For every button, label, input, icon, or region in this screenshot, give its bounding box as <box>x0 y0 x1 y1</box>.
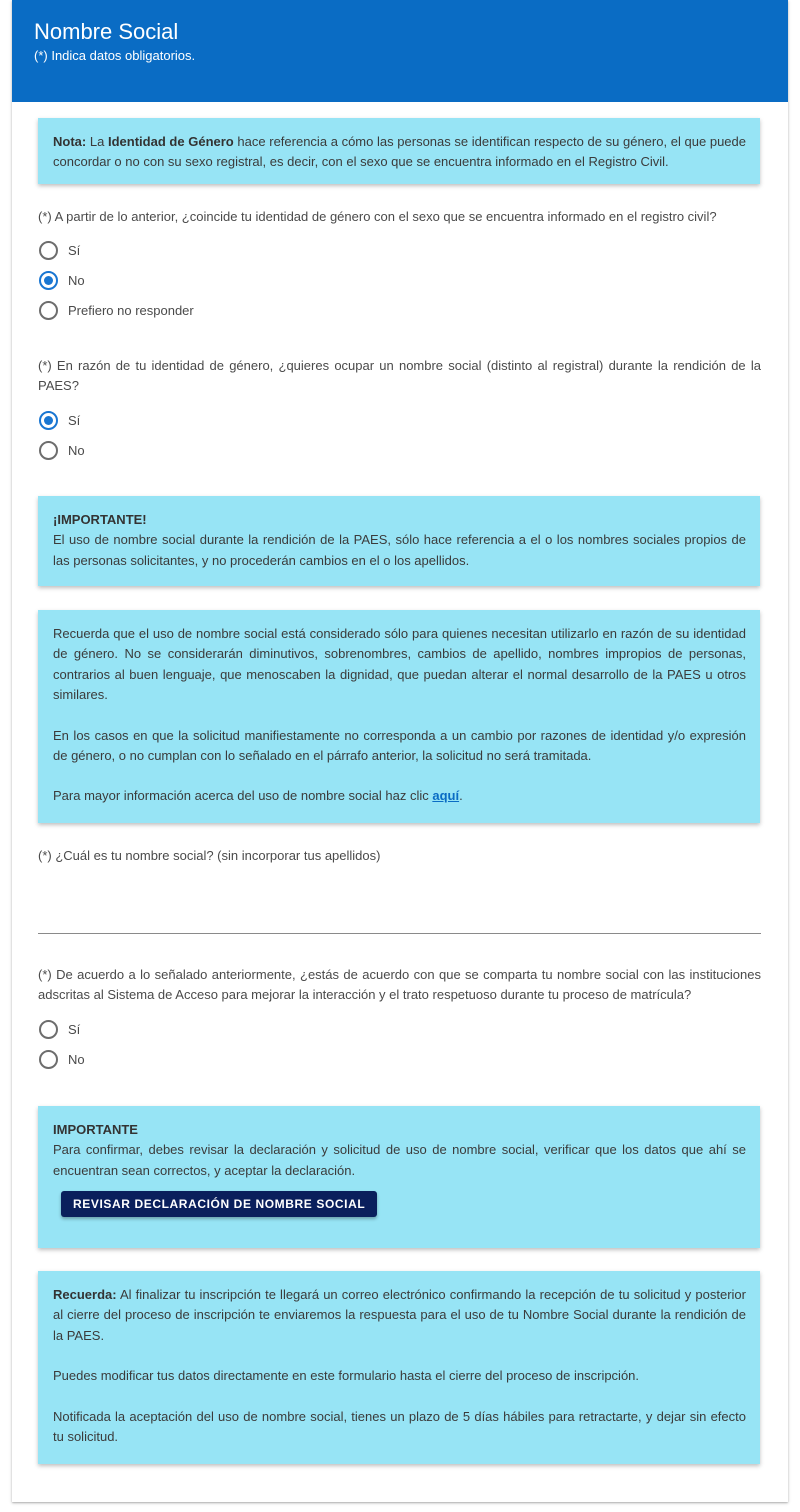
q1-option-si[interactable] <box>39 240 80 260</box>
q4-option-si[interactable] <box>39 1019 80 1039</box>
important-surnames-box <box>38 496 760 586</box>
form-card <box>12 0 788 1502</box>
q1-option-no[interactable] <box>39 270 85 290</box>
final-reminder-box <box>38 1271 760 1464</box>
final-paragraph-3: Notificada la aceptación del uso de nombre social, tienes un plazo de 5 días hábiles para retractarte, y dejar sin efecto tu solicitud. <box>53 1408 746 1445</box>
final-paragraph-2: Puedes modificar tus datos directamente en este formulario hasta el cierre del proceso de inscripción. <box>53 1368 640 1384</box>
radio-icon[interactable] <box>39 301 58 320</box>
q2-option-no[interactable] <box>39 440 85 460</box>
note-prefix: Nota: <box>53 134 87 149</box>
form-header <box>12 0 788 102</box>
radio-label: Sí <box>68 412 81 428</box>
final-prefix: Recuerda: <box>53 1287 117 1302</box>
radio-label: No <box>68 442 85 458</box>
radio-label: Prefiero no responder <box>68 302 194 318</box>
confirm-title: IMPORTANTE <box>53 1122 138 1137</box>
radio-label: Sí <box>68 1021 81 1037</box>
rules-paragraph-3: Para mayor información acerca del uso de nombre social haz clic aquí. <box>53 788 463 804</box>
question-use-social-name: (*) En razón de tu identidad de género, ¿quieres ocupar un nombre social (distinto al registral) durante la rendición de la PAES? <box>38 358 761 394</box>
page-title: Nombre Social <box>34 19 179 44</box>
radio-checked-icon[interactable] <box>39 411 58 430</box>
radio-checked-icon[interactable] <box>39 271 58 290</box>
important-text: El uso de nombre social durante la rendición de la PAES, sólo hace referencia a el o los nombres sociales propios de las personas solicitantes, y no procederán cambios en el o los apellidos. <box>53 532 746 568</box>
q2-option-si[interactable] <box>39 410 80 430</box>
confirm-text: Para confirmar, debes revisar la declaración y solicitud de uso de nombre social, verificar que los datos que ahí se encuentran sean correctos, y aceptar la declaración. <box>53 1142 746 1178</box>
q4-option-no[interactable] <box>39 1049 85 1069</box>
rules-paragraph-2: En los casos en que la solicitud manifiestamente no corresponda a un cambio por razones de identidad y/o expresión de género, o no cumplan con lo señalado en el párrafo anterior, la solicitud no será tramitada. <box>53 727 746 764</box>
social-name-input[interactable] <box>38 880 761 934</box>
final-paragraph-1: Recuerda: Al finalizar tu inscripción te llegará un correo electrónico confirmando la recepción de tu solicitud y posterior al cierre del proceso de inscripción te enviaremos la respuesta para el uso de tu Nombre Social durante la rendición de la PAES. <box>53 1287 746 1343</box>
radio-icon[interactable] <box>39 241 58 260</box>
question-share-social-name: (*) De acuerdo a lo señalado anteriormente, ¿estás de acuerdo con que se comparta tu nombre social con las instituciones adscritas al Sistema de Acceso para mejorar la interacción y el trato respetuoso durante tu proceso de matrícula? <box>38 967 761 1003</box>
radio-icon[interactable] <box>39 441 58 460</box>
rules-paragraph-1: Recuerda que el uso de nombre social está considerado sólo para quienes necesitan utilizarlo en razón de su identidad de género. No se considerarán diminutivos, sobrenombres, cambios de apellido, nombres impropios de personas, contrarios al buen lenguaje, que menoscaben la dignidad, que puedan alterar el normal desarrollo de la PAES u otros similares. <box>53 626 746 703</box>
social-name-rules-box <box>38 610 760 823</box>
review-declaration-button[interactable]: REVISAR DECLARACIÓN DE NOMBRE SOCIAL <box>61 1191 377 1217</box>
radio-label: No <box>68 272 85 288</box>
more-info-link[interactable]: aquí <box>432 788 460 804</box>
q1-option-prefer-not[interactable] <box>39 300 194 320</box>
important-title: ¡IMPORTANTE! <box>53 512 147 527</box>
question-identity-match: (*) A partir de lo anterior, ¿coincide tu identidad de género con el sexo que se encuentra informado en el registro civil? <box>38 209 717 224</box>
confirm-declaration-box <box>38 1106 760 1248</box>
radio-label: Sí <box>68 242 81 258</box>
note-text: Nota: La Identidad de Género hace referencia a cómo las personas se identifican respecto de su género, el que puede concordar o no con su sexo registral, es decir, con el sexo que se encuentra informado en el Registro Civil. <box>53 134 746 170</box>
required-fields-note: (*) Indica datos obligatorios. <box>34 48 196 63</box>
radio-label: No <box>68 1051 85 1067</box>
question-social-name: (*) ¿Cuál es tu nombre social? (sin incorporar tus apellidos) <box>38 848 381 863</box>
radio-icon[interactable] <box>39 1050 58 1069</box>
note-bold-term: Identidad de Género <box>107 134 234 149</box>
radio-icon[interactable] <box>39 1020 58 1039</box>
gender-identity-note-box <box>38 118 760 184</box>
